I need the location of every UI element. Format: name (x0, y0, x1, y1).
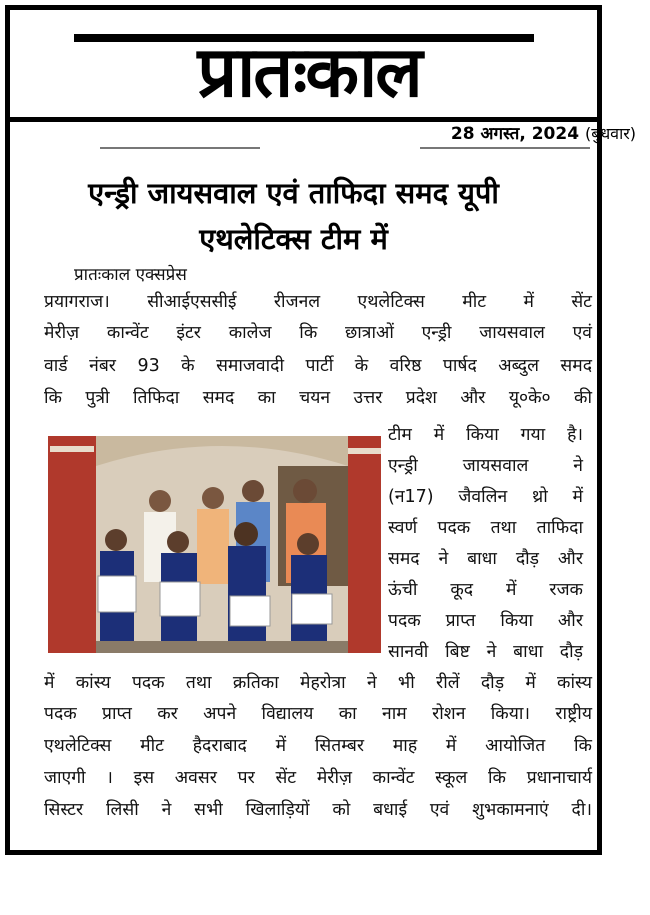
side-line: ऊंची कूद में रजक (388, 580, 583, 600)
body-line: मेरीज़ कान्वेंट इंटर कालेज कि छात्राओं एन्ड्री जायसवाल एवं (44, 323, 592, 343)
side-line: एन्ड्री जायसवाल ने (388, 456, 583, 476)
publication-date (451, 121, 636, 144)
students-photo (48, 436, 381, 653)
masthead-title: प्रातःकाल (197, 31, 421, 113)
body-line: सिस्टर लिसी ने सभी खिलाड़ियों को बधाई एवं शुभकामनाएं दी। (44, 800, 592, 820)
body-line: एथलेटिक्स मीट हैदराबाद में सितम्बर माह में आयोजित कि (44, 736, 592, 756)
masthead (10, 10, 597, 122)
side-line: टीम में किया गया है। (388, 425, 583, 445)
body-line: वार्ड नंबर 93 के समाजवादी पार्टी के वरिष्ठ पार्षद अब्दुल समद (44, 356, 592, 376)
body-line: प्रयागराज। सीआईएससीई रीजनल एथलेटिक्स मीट में सेंट (44, 292, 592, 312)
body-line: में कांस्य पदक तथा क्रतिका मेहरोत्रा ने भी रीलें दौड़ में कांस्य (44, 673, 592, 693)
divider-right (420, 147, 590, 149)
date-text: 28 अगस्त, 2024 (450, 124, 580, 144)
side-line: पदक प्राप्त किया और (388, 611, 583, 631)
date-day: (बुधवार) (584, 124, 636, 143)
body-line: जाएगी । इस अवसर पर सेंट मेरीज़ कान्वेंट स्कूल कि प्रधानाचार्य (44, 768, 592, 788)
headline-line-2: एथलेटिक्स टीम में (199, 222, 388, 256)
divider-left (100, 147, 260, 149)
byline: प्रातःकाल एक्सप्रेस (74, 265, 187, 285)
side-line: समद ने बाधा दौड़ और (388, 549, 583, 569)
side-line: सानवी बिष्ट ने बाधा दौड़ (388, 642, 583, 662)
headline-line-1: एन्ड्री जायसवाल एवं ताफिदा समद यूपी (88, 176, 499, 210)
side-line: स्वर्ण पदक तथा ताफिदा (388, 518, 583, 538)
body-line: कि पुत्री तिफिदा समद का चयन उत्तर प्रदेश और यू०के० की (44, 388, 592, 408)
side-line: (न17) जैवलिन थ्रो में (388, 487, 583, 507)
body-line: पदक प्राप्त कर अपने विद्यालय का नाम रोशन किया। राष्ट्रीय (44, 704, 592, 724)
